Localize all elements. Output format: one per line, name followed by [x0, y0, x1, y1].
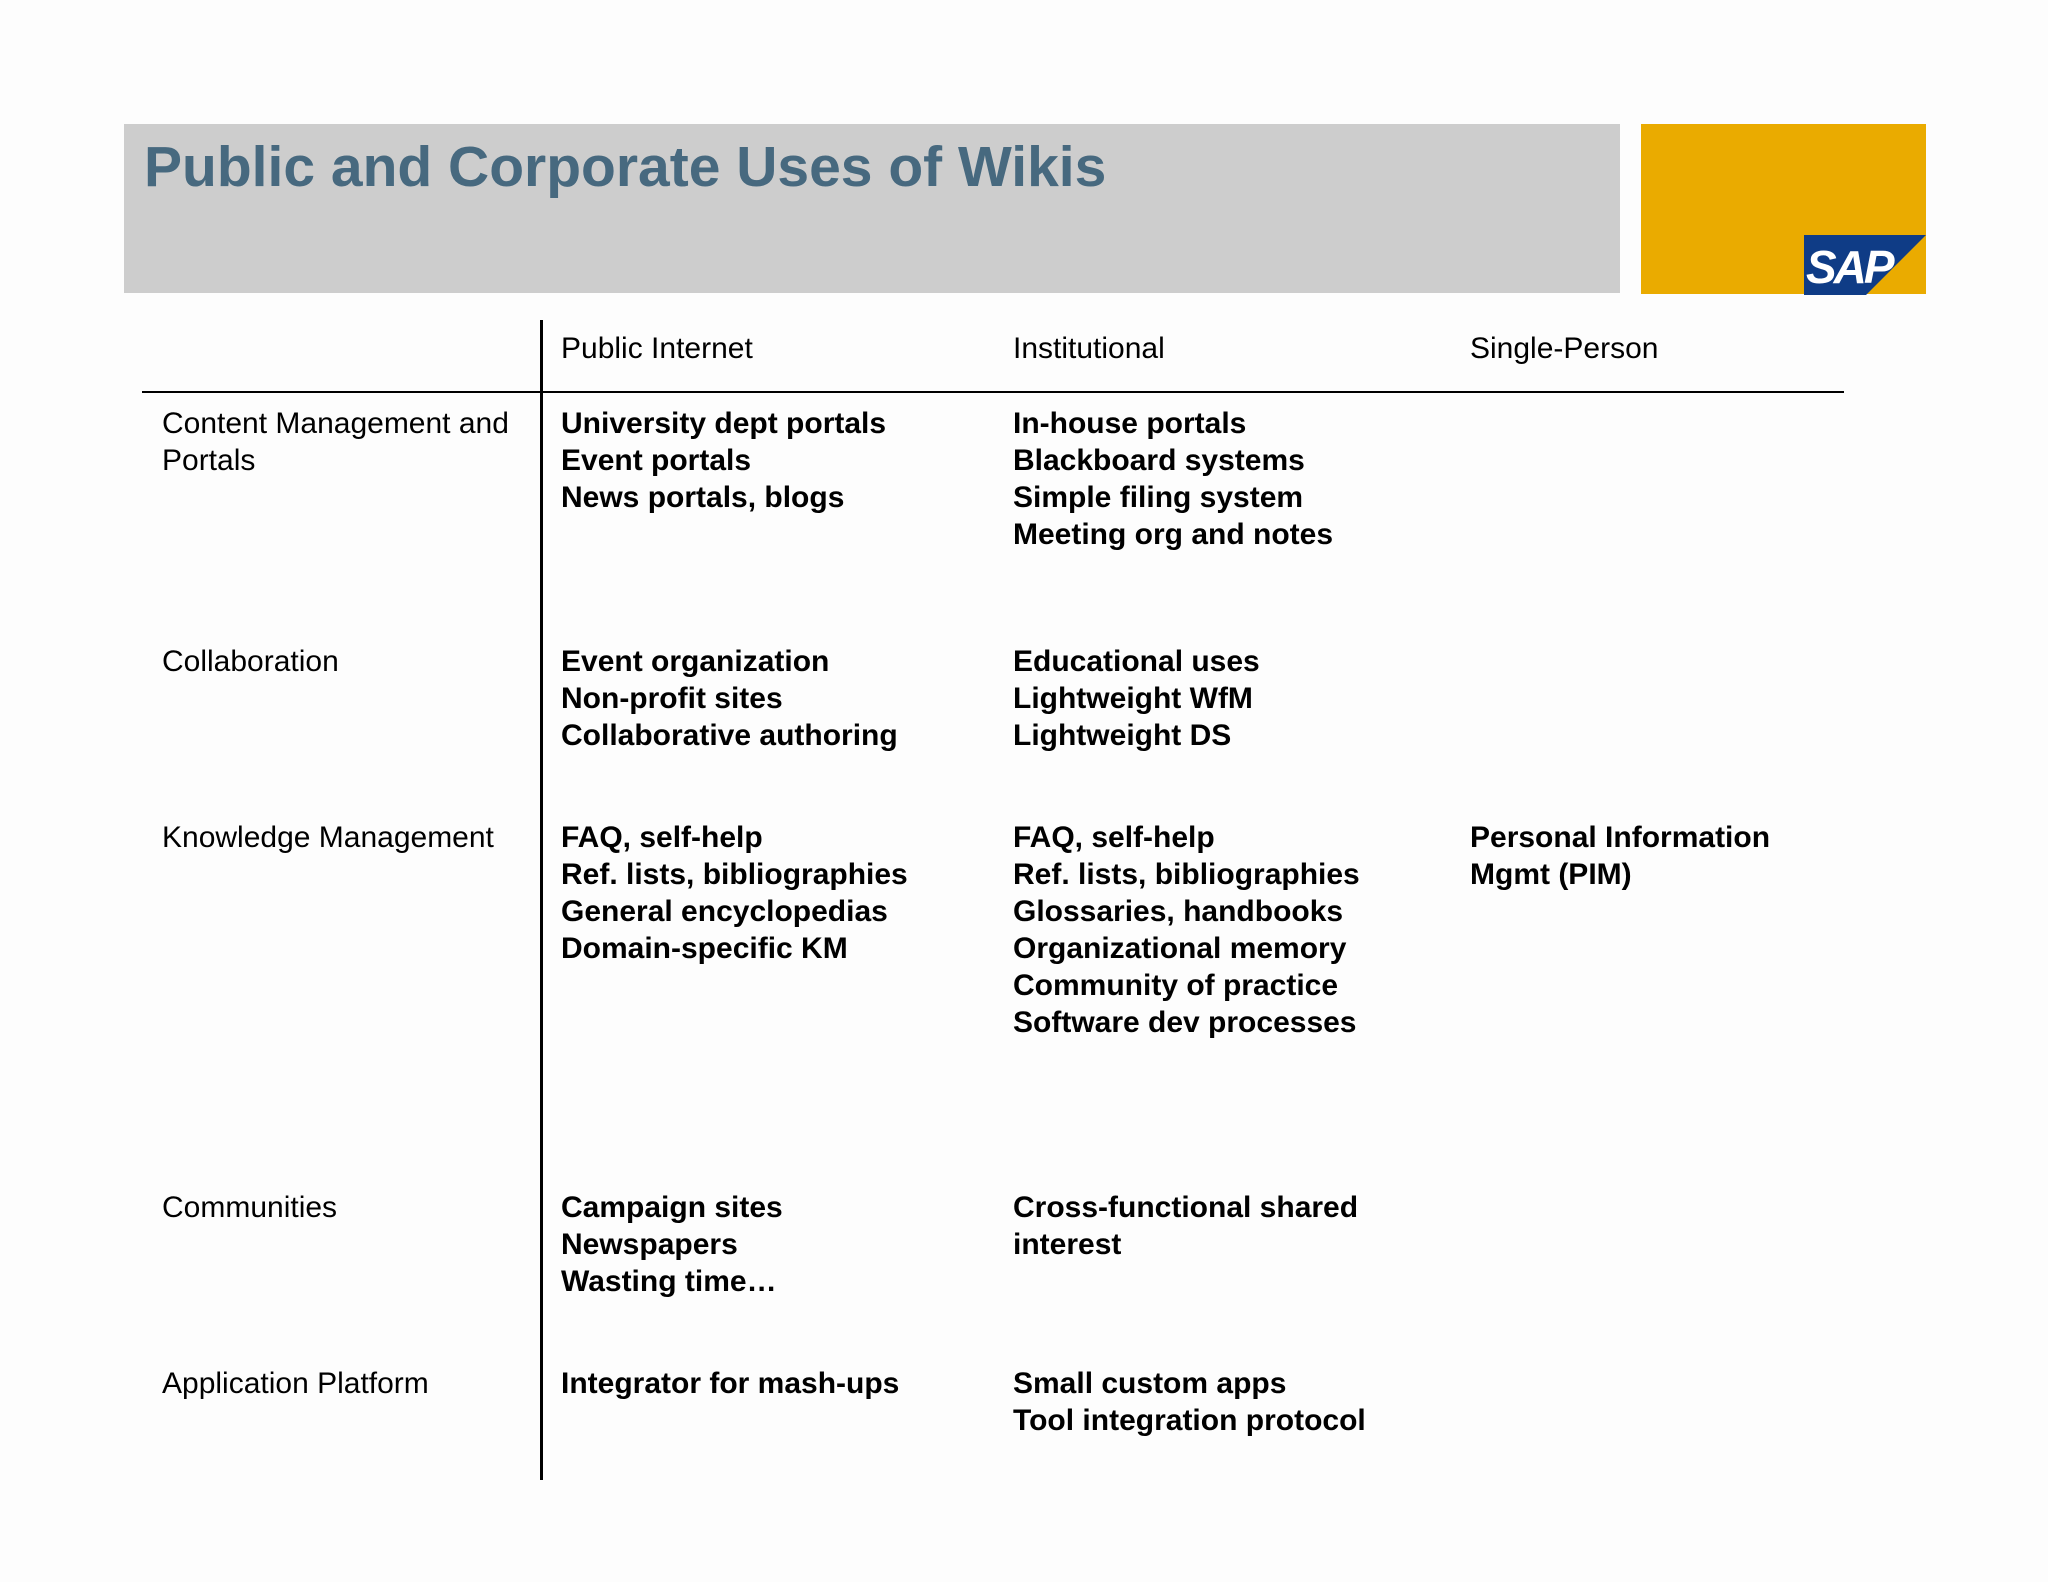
column-header-institutional: Institutional [1013, 332, 1165, 365]
list-item: Non-profit sites [561, 682, 783, 715]
cell-content-management-institutional [1013, 405, 1333, 553]
sap-logo-text: SAP [1806, 241, 1892, 293]
list-item: FAQ, self-help [561, 821, 763, 854]
list-item: News portals, blogs [561, 481, 845, 514]
cell-communities-institutional [1013, 1189, 1413, 1263]
list-item: Newspapers [561, 1228, 738, 1261]
list-item: General encyclopedias [561, 895, 888, 928]
list-item: In-house portals [1013, 407, 1247, 440]
list-item: Wasting time… [561, 1265, 777, 1298]
list-item: Cross-functional shared interest [1013, 1191, 1359, 1261]
list-item: Organizational memory [1013, 932, 1347, 965]
cell-application-platform-public [561, 1365, 899, 1402]
list-item: University dept portals [561, 407, 887, 440]
column-divider [540, 320, 543, 1480]
cell-knowledge-management-public [561, 819, 908, 967]
title-band [124, 124, 1620, 293]
list-item: Ref. lists, bibliographies [561, 858, 908, 891]
list-item: Event organization [561, 645, 830, 678]
cell-collaboration-public [561, 643, 898, 754]
list-item: Ref. lists, bibliographies [1013, 858, 1360, 891]
list-item: Software dev processes [1013, 1006, 1357, 1039]
list-item: Lightweight DS [1013, 719, 1232, 752]
cell-knowledge-management-single-person [1470, 819, 1810, 893]
list-item: Meeting org and notes [1013, 518, 1334, 551]
list-item: Blackboard systems [1013, 444, 1305, 477]
list-item: FAQ, self-help [1013, 821, 1215, 854]
list-item: Campaign sites [561, 1191, 783, 1224]
header-divider [142, 391, 1844, 393]
list-item: Collaborative authoring [561, 719, 898, 752]
column-header-single-person: Single-Person [1470, 332, 1659, 365]
list-item: Lightweight WfM [1013, 682, 1253, 715]
list-item: Glossaries, handbooks [1013, 895, 1344, 928]
cell-knowledge-management-institutional [1013, 819, 1360, 1041]
cell-collaboration-institutional [1013, 643, 1260, 754]
list-item: Domain-specific KM [561, 932, 848, 965]
cell-content-management-public [561, 405, 886, 516]
row-label-communities: Communities [162, 1191, 338, 1224]
list-item: Simple filing system [1013, 481, 1304, 514]
cell-communities-public [561, 1189, 783, 1300]
cell-application-platform-institutional [1013, 1365, 1366, 1439]
list-item: Tool integration protocol [1013, 1404, 1366, 1437]
column-header-public-internet: Public Internet [561, 332, 753, 365]
list-item: Personal Information Mgmt (PIM) [1470, 821, 1771, 891]
row-label-application-platform: Application Platform [162, 1367, 429, 1400]
list-item: Community of practice [1013, 969, 1339, 1002]
sap-logo [1804, 235, 1926, 295]
slide-title: Public and Corporate Uses of Wikis [144, 135, 1107, 199]
row-label-knowledge-management: Knowledge Management [162, 821, 494, 854]
row-label-collaboration: Collaboration [162, 645, 339, 678]
sap-logo-block [1641, 124, 1926, 294]
list-item: Event portals [561, 444, 752, 477]
list-item: Integrator for mash-ups [561, 1367, 900, 1400]
list-item: Small custom apps [1013, 1367, 1287, 1400]
list-item: Educational uses [1013, 645, 1260, 678]
row-label-content-management: Content Management and Portals [162, 407, 509, 477]
